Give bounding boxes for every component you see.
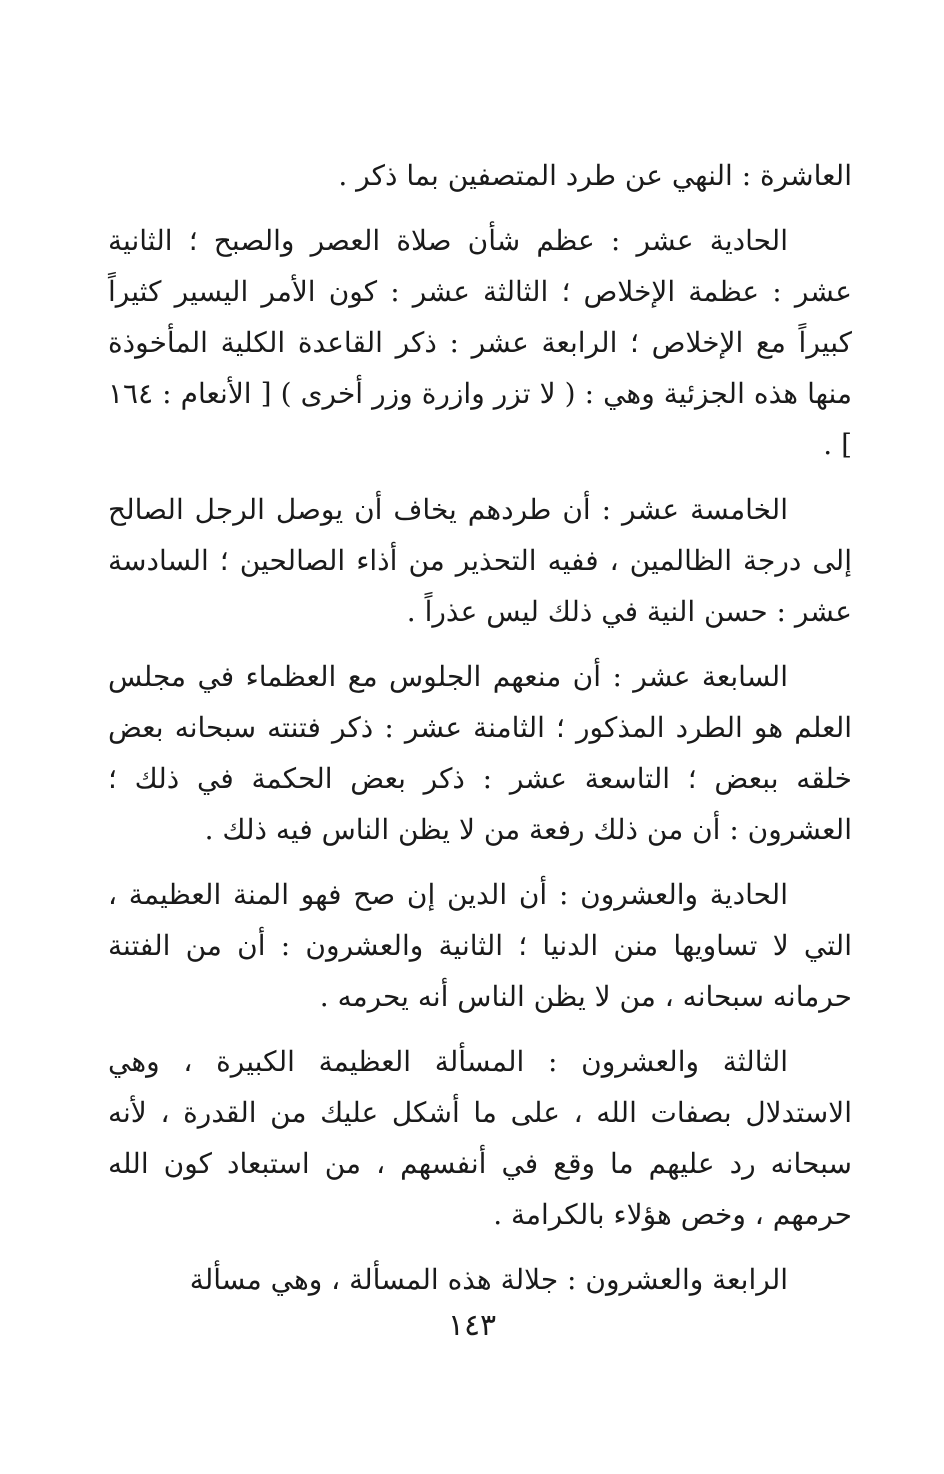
paragraph-23: الثالثة والعشرون : المسألة العظيمة الكبيرة ، وهي الاستدلال بصفات الله ، على ما أشكل عليك من القدرة ، لأنه سبحانه رد عليهم ما وقع في أنفسهم ، من استبعاد كون الله حرمهم ، وخص هؤلاء بالكرامة .	[108, 1045, 852, 1231]
page-number: ١٤٣	[447, 1308, 497, 1343]
paragraph-24: الرابعة والعشرون : جلالة هذه المسألة ، وهي مسألة	[189, 1263, 788, 1296]
paragraph-10: العاشرة : النهي عن طرد المتصفين بما ذكر .	[338, 159, 852, 192]
paragraph-15-16: الخامسة عشر : أن طردهم يخاف أن يوصل الرجل الصالح إلى درجة الظالمين ، ففيه التحذير من أذاء الصالحين ؛ السادسة عشر : حسن النية في ذلك ليس عذراً .	[108, 493, 852, 628]
paragraph-11-14: الحادية عشر : عظم شأن صلاة العصر والصبح ؛ الثانية عشر : عظمة الإخلاص ؛ الثالثة عشر : كون الأمر اليسير كثيراً كبيراً مع الإخلاص ؛ الرابعة عشر : ذكر القاعدة الكلية المأخوذة منها هذه الجزئية وهي : ( لا تزر وازرة وزر أخرى ) [ الأنعام : ١٦٤ ] .	[108, 224, 852, 461]
paragraph-17-20: السابعة عشر : أن منعهم الجلوس مع العظماء في مجلس العلم هو الطرد المذكور ؛ الثامنة عشر : ذكر فتنته سبحانه بعض خلقه ببعض ؛ التاسعة عشر : ذكر بعض الحكمة في ذلك ؛ العشرون : أن من ذلك رفعة من لا يظن الناس فيه ذلك .	[108, 660, 852, 846]
page-body	[108, 150, 852, 1319]
paragraph-21-22: الحادية والعشرون : أن الدين إن صح فهو المنة العظيمة ، التي لا تساويها منن الدنيا ؛ الثانية والعشرون : أن من الفتنة حرمانه سبحانه ، من لا يظن الناس أنه يحرمه .	[108, 878, 852, 1013]
